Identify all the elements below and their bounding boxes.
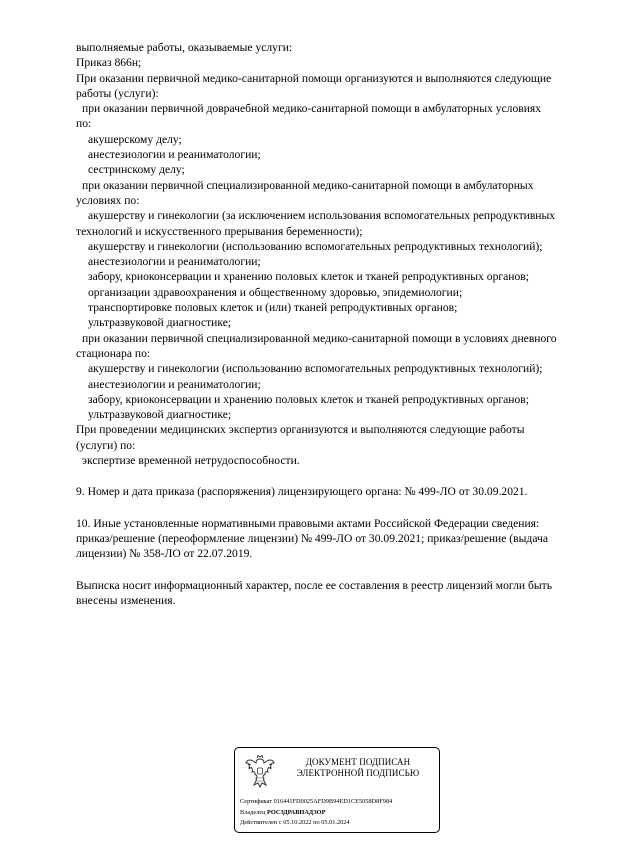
document-line: ультразвуковой диагностике; [88, 316, 232, 330]
document-body [76, 40, 616, 608]
document-line: забору, криоконсервации и хранению половых клеток и тканей репродуктивных органов; [88, 270, 529, 284]
certificate-value: 016441FD0025AFD9B94ED1CE5058D8F984 [273, 798, 393, 805]
spacer [76, 468, 616, 484]
document-line: по: [76, 117, 92, 131]
document-line: выполняемые работы, оказываемые услуги: [76, 41, 293, 54]
validity-row [240, 818, 438, 829]
document-line: анестезиологии и реаниматологии; [88, 255, 261, 269]
document-line: работы (услуги): [76, 86, 159, 100]
note-line-2: внесены изменения. [76, 593, 176, 607]
validity-from: 05.10.2022 [283, 819, 312, 826]
item-10-line-1: 10. Иные установленные нормативными правовыми актами Российской Федерации сведения: [76, 516, 540, 530]
document-line: акушерскому делу; [88, 132, 182, 146]
document-line: при оказании первичной специализированной медико-санитарной помощи в амбулаторных [82, 178, 534, 192]
document-line: анестезиологии и реаниматологии; [88, 148, 261, 162]
document-line: акушерству и гинекологии (использованию вспомогательных репродуктивных технологий); [88, 362, 543, 376]
coat-of-arms-icon [243, 754, 277, 790]
document-line: при оказании первичной специализированной медико-санитарной помощи в условиях дневного [82, 331, 557, 345]
document-line: акушерству и гинекологии (за исключением использования вспомогательных репродуктивных [88, 209, 556, 223]
certificate-row [240, 797, 438, 808]
document-line: экспертизе временной нетрудоспособности. [82, 454, 300, 468]
spacer [76, 562, 616, 578]
validity-from-word: с [278, 819, 282, 826]
document-line: При проведении медицинских экспертиз организуются и выполняются следующие работы [76, 423, 525, 437]
document-line: акушерству и гинекологии (использованию вспомогательных репродуктивных технологий); [88, 239, 543, 253]
document-line: анестезиологии и реаниматологии; [88, 377, 261, 391]
item-9-order-number: 9. Номер и дата приказа (распоряжения) лицензирующего органа: № 499-ЛО от 30.09.2021. [76, 485, 528, 499]
stamp-title [283, 757, 433, 779]
note-line-1: Выписка носит информационный характер, после ее составления в реестр лицензий могли быть [76, 578, 552, 592]
validity-label: Действителен [240, 819, 278, 826]
stamp-details [240, 797, 438, 829]
document-line: сестринскому делу; [88, 163, 185, 177]
document-line: организации здравоохранения и общественному здоровью, эпидемиологии; [88, 285, 463, 299]
stamp-title-line-1: ДОКУМЕНТ ПОДПИСАН [305, 757, 411, 767]
document-line: транспортировке половых клеток и (или) тканей репродуктивных органов; [88, 301, 458, 315]
document-line: технологий и искусственного прерывания беременности); [76, 224, 363, 238]
certificate-label: Сертификат [240, 798, 273, 805]
document-line: (услуги) по: [76, 438, 136, 452]
electronic-signature-stamp [234, 747, 440, 833]
document-line: забору, криоконсервации и хранению половых клеток и тканей репродуктивных органов; [88, 392, 529, 406]
owner-label: Владелец [240, 808, 266, 816]
services-list [76, 40, 616, 468]
spacer [76, 500, 616, 516]
document-line: При оказании первичной медико-санитарной помощи организуются и выполняются следующие [76, 71, 552, 85]
owner-row [240, 808, 438, 819]
document-line: ультразвуковой диагностике; [88, 408, 232, 422]
document-line: Приказ 866н; [76, 56, 142, 70]
owner-value: РОСЗДРАВНАДЗОР [267, 808, 326, 816]
document-line: условиях по: [76, 193, 140, 207]
validity-to-word: по [313, 819, 320, 826]
validity-to: 05.01.2024 [321, 819, 350, 826]
item-10-line-2: приказ/решение (переоформление лицензии) № 499-ЛО от 30.09.2021; приказ/решение (выдача [76, 531, 548, 545]
stamp-title-line-2: ЭЛЕКТРОННОЙ ПОДПИСЬЮ [296, 768, 420, 778]
document-line: стационара по: [76, 346, 151, 360]
document-line: при оказании первичной доврачебной медико-санитарной помощи в амбулаторных условиях [82, 102, 542, 116]
item-10-line-3: лицензии) № 358-ЛО от 22.07.2019. [76, 547, 253, 561]
